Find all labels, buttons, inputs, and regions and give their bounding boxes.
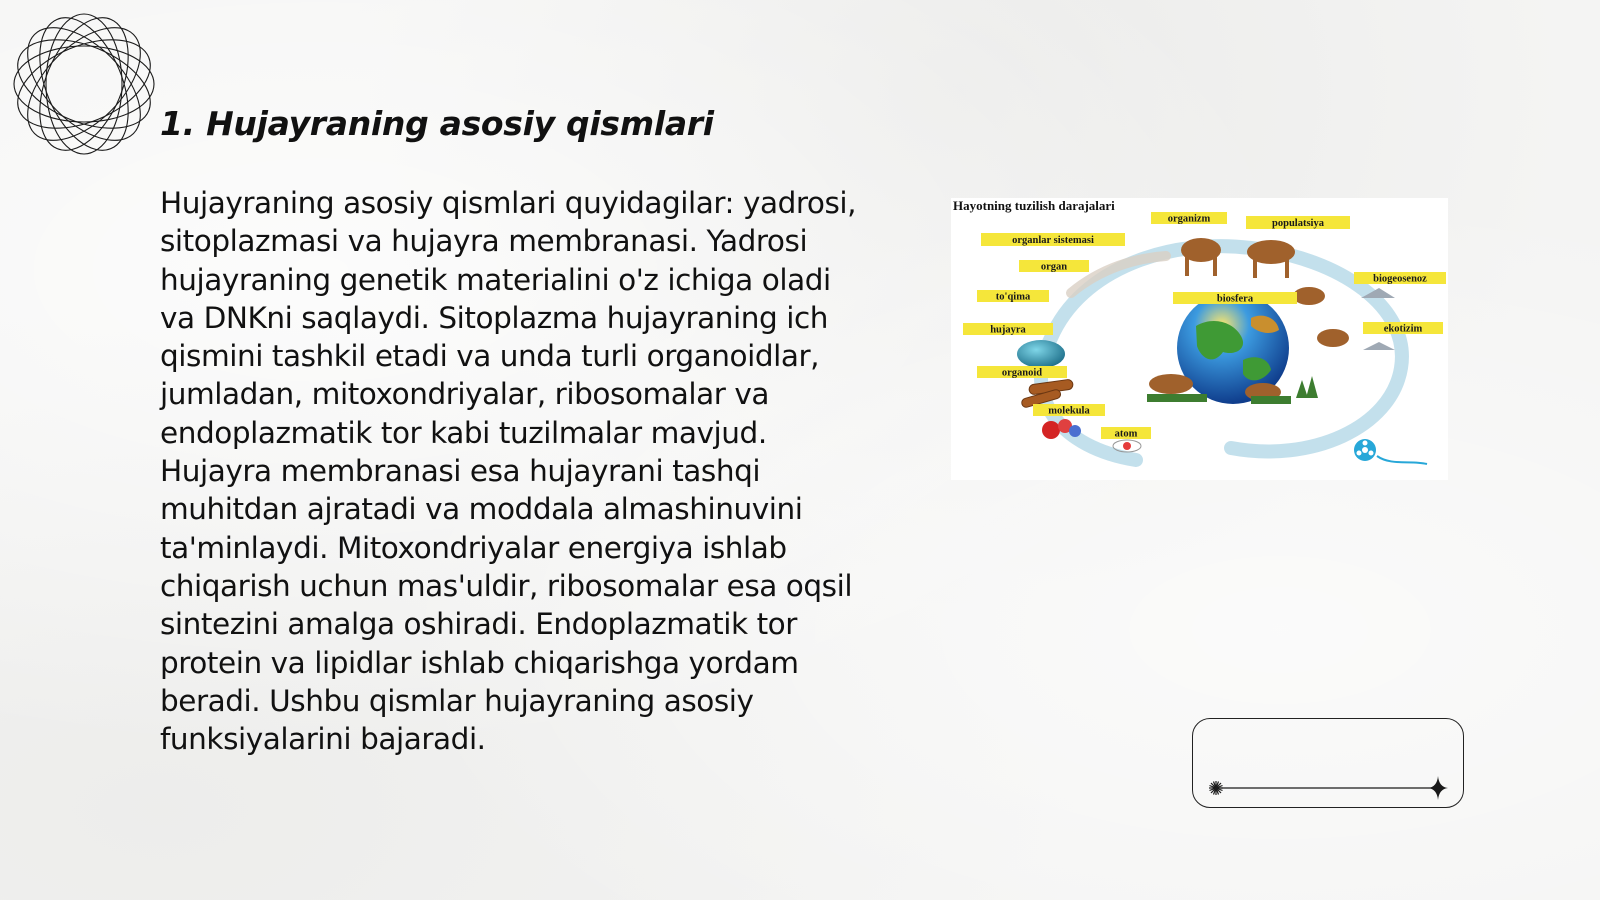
label-toqima: to'qima [995,291,1031,303]
label-organizm: organizm [1167,213,1211,225]
levels-of-life-figure [951,198,1448,480]
label-organlar-sistemasi: organlar sistemasi [1012,235,1094,246]
label-atom: atom [1114,428,1138,440]
label-hujayra: hujayra [990,324,1026,336]
label-molekula: molekula [1048,405,1090,417]
figure-caption: Hayotning tuzilish darajalari [953,198,1115,213]
slide-body-text: Hujayraning asosiy qismlari quyidagilar: yadrosi, sitoplazmasi va hujayra membranasi. Yadrosi hujayraning genetik materialini o'z ichiga oladi va DNKni saqlaydi. Sitoplazma hujayraning ich qismini tashkil etadi va unda turli organoidlar, jumladan, mitoxondriyalar, ribosomalar va endoplazmatik tor kabi tuzilmalar mavjud. Hujayra membranasi esa hujayrani tashqi muhitdan ajratadi va moddala almashinuvini ta'minlaydi. Mitoxondriyalar energiya ishlab chiqarish uchun mas'uldir, ribosomalar esa oqsil sintezini amalga oshiradi. Endoplazmatik tor protein va lipidlar ishlab chiqarishga yordam beradi. Ushbu qismlar hujayraning asosiy funksiyalarini bajaradi. [160,186,857,757]
spirograph-ornament-icon [8,8,160,160]
slide-title: 1. Hujayraning asosiy qismlari [160,104,714,143]
label-populatsiya: populatsiya [1272,218,1324,229]
starburst-icon [1209,781,1223,795]
label-biogeosenoz: biogeosenoz [1373,273,1427,285]
label-ekotizim: ekotizim [1383,323,1423,335]
label-organoid: organoid [1001,367,1043,379]
label-biosfera: biosfera [1216,293,1254,305]
decorative-line-badge [1192,718,1464,808]
label-organ: organ [1040,261,1068,273]
sparkle-icon [1428,776,1448,800]
